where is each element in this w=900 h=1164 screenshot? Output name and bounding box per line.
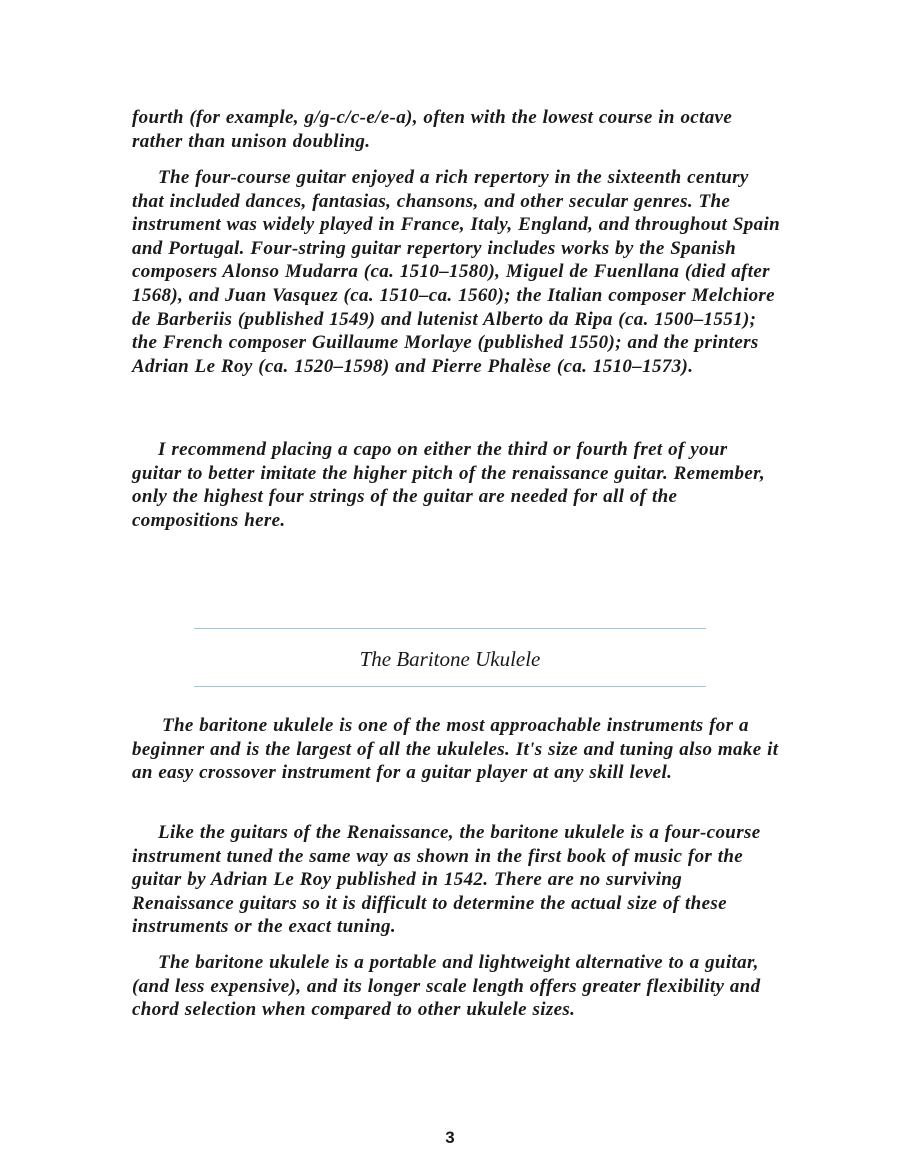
- paragraph-renaissance-comparison: Like the guitars of the Renaissance, the baritone ukulele is a four-course instrument tuned the same way as shown in the first book of music for the guitar by Adrian Le Roy published in 1542. There are no surviving Renaissance guitars so it is difficult to determine the actual size of these instruments or the exact tuning.: [132, 822, 761, 938]
- page-number: 3: [445, 1128, 455, 1147]
- section-heading-baritone-ukulele: The Baritone Ukulele: [359, 647, 541, 671]
- paragraph-baritone-intro: The baritone ukulele is one of the most approachable instruments for a beginner and is the largest of all the ukuleles. It's size and tuning also make it an easy crossover instrument for a guitar player at any skill level.: [132, 715, 779, 784]
- paragraph-continuation: fourth (for example, g/g-c/c-e/e-a), often with the lowest course in octave rather than unison doubling.: [132, 107, 733, 152]
- paragraph-portable-alternative: The baritone ukulele is a portable and lightweight alternative to a guitar, (and less expensive), and its longer scale length offers greater flexibility and chord selection when compared to other ukulele sizes.: [132, 952, 761, 1021]
- paragraph-capo-advice: I recommend placing a capo on either the third or fourth fret of your guitar to better imitate the higher pitch of the renaissance guitar. Remember, only the highest four strings of the guitar are needed for all of the compositions here.: [132, 439, 765, 531]
- heading-rule-bottom: [194, 686, 706, 687]
- paragraph-four-course-guitar: The four-course guitar enjoyed a rich repertory in the sixteenth century that included dances, fantasias, chansons, and other secular genres. The instrument was widely played in France, Italy, England, and throughout Spain and Portugal. Four-string guitar repertory includes works by the Spanish composers Alonso Mudarra (ca. 1510–1580), Miguel de Fuenllana (died after 1568), and Juan Vasquez (ca. 1510–ca. 1560); the Italian composer Melchiore de Barberiis (published 1549) and lutenist Alberto da Ripa (ca. 1500–1551); the French composer Guillaume Morlaye (published 1550); and the printers Adrian Le Roy (ca. 1520–1598) and Pierre Phalèse (ca. 1510–1573).: [132, 167, 781, 377]
- heading-rule-top: [194, 628, 706, 629]
